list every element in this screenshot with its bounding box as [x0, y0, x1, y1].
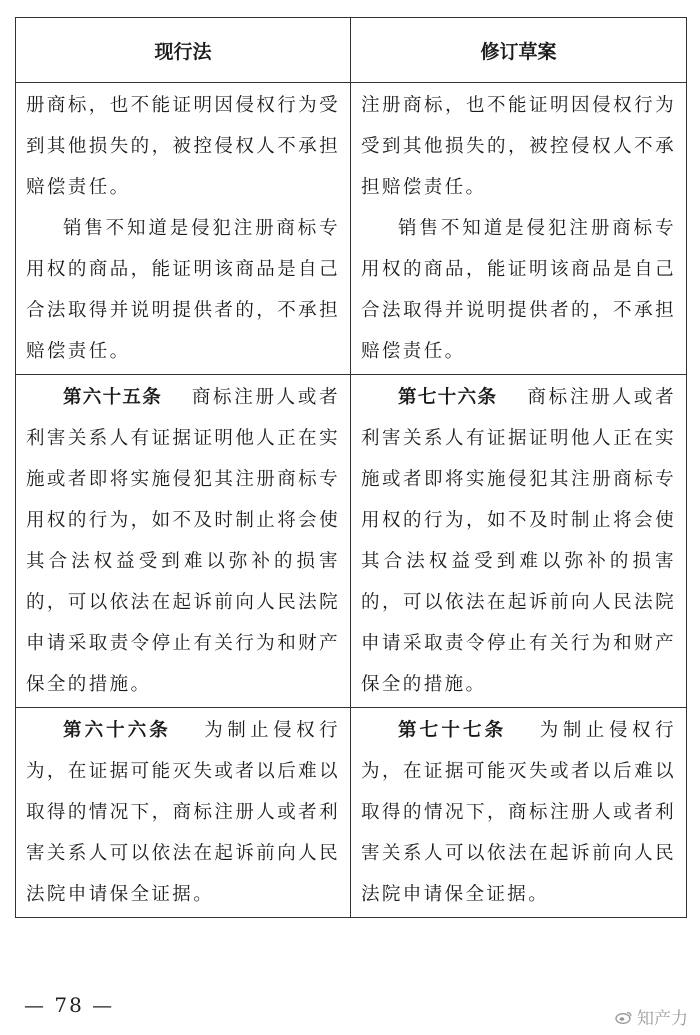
article-text: 商标注册人或者利害关系人有证据证明他人正在实施或者即将实施侵犯其注册商标专用权的行为，如不及时制止将会使其合法权益受到难以弥补的损害的，可以依法在起诉前向人民法院申请采取责令停止有关行为和财产保全的措施。: [361, 387, 676, 695]
table-row: [16, 83, 687, 375]
header-revision-draft: 修订草案: [351, 18, 687, 83]
current-law-cell: [16, 83, 351, 375]
paragraph: 销售不知道是侵犯注册商标专用权的商品，能证明该商品是自己合法取得并说明提供者的，不承担赔偿责任。: [26, 218, 340, 362]
revision-draft-cell: [351, 708, 687, 918]
article-number: 第七十七条: [398, 720, 507, 741]
article-paragraph: [361, 377, 676, 705]
article-text: 为制止侵权行为，在证据可能灭失或者以后难以取得的情况下，商标注册人或者利害关系人可以依法在起诉前向人民法院申请保全证据。: [361, 720, 676, 905]
revision-draft-cell: [351, 375, 687, 708]
weibo-icon: [615, 1010, 633, 1024]
watermark: [615, 1004, 688, 1029]
watermark-text: 知产力: [637, 1009, 688, 1029]
paragraph: 销售不知道是侵犯注册商标专用权的商品，能证明该商品是自己合法取得并说明提供者的，不承担赔偿责任。: [361, 218, 676, 362]
table-row: [16, 375, 687, 708]
article-paragraph: [26, 710, 340, 915]
page-number: — 78 —: [24, 993, 115, 1017]
header-current-law: 现行法: [16, 18, 351, 83]
current-law-cell: [16, 708, 351, 918]
paragraph: 注册商标，也不能证明因侵权行为受到其他损失的，被控侵权人不承担赔偿责任。: [361, 95, 676, 198]
article-number: 第七十六条: [398, 387, 498, 408]
article-number: 第六十五条: [63, 387, 163, 408]
paragraph: 册商标，也不能证明因侵权行为受到其他损失的，被控侵权人不承担赔偿责任。: [26, 95, 340, 198]
table-header-row: [16, 18, 687, 83]
article-paragraph: [361, 710, 676, 915]
revision-draft-cell: [351, 83, 687, 375]
article-text: 商标注册人或者利害关系人有证据证明他人正在实施或者即将实施侵犯其注册商标专用权的行为，如不及时制止将会使其合法权益受到难以弥补的损害的，可以依法在起诉前向人民法院申请采取责令停止有关行为和财产保全的措施。: [26, 387, 340, 695]
article-text: 为制止侵权行为，在证据可能灭失或者以后难以取得的情况下，商标注册人或者利害关系人可以依法在起诉前向人民法院申请保全证据。: [26, 720, 340, 905]
comparison-table: [15, 17, 687, 918]
current-law-cell: [16, 375, 351, 708]
article-number: 第六十六条: [63, 720, 171, 741]
article-paragraph: [26, 377, 340, 705]
table-row: [16, 708, 687, 918]
